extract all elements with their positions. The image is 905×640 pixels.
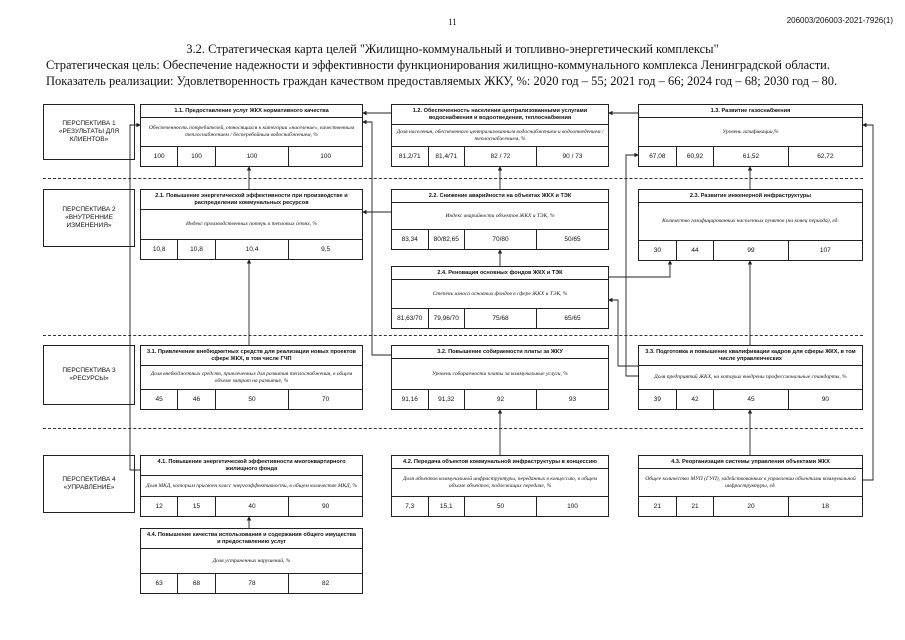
value-cell: 78 bbox=[215, 574, 289, 593]
value-cell: 10,8 bbox=[152, 246, 166, 253]
goal-4-4 bbox=[140, 528, 363, 594]
goal-title: 3.1. Привлечение внебюджетных средств для реализации новых проектов сфере ЖКХ, в том числе ГЧП bbox=[147, 349, 356, 362]
value-cell: 9,5 bbox=[288, 240, 362, 259]
goal-title: 2.3. Развитие инженерной инфраструктуры bbox=[689, 193, 812, 199]
goal-values bbox=[141, 146, 362, 166]
value-cell: 81,2/71 bbox=[398, 153, 421, 160]
value-cell: 20 bbox=[713, 497, 787, 516]
value-cell: 18 bbox=[788, 497, 862, 516]
goal-indicator: Обеспеченность потребителей, относящихся к категории «население», качественным теплоснабжением / бесперебойным водоснабжением, % bbox=[141, 117, 362, 146]
goal-4-2 bbox=[391, 455, 609, 517]
value-cell: 91,32 bbox=[428, 390, 465, 409]
goal-title: 3.3. Подготовка и повышение квалификации кадров для сферы ЖКХ, в том числе управленческих bbox=[645, 349, 856, 362]
goal-values bbox=[141, 496, 362, 516]
value-cell: 68 bbox=[177, 574, 214, 593]
value-cell: 70/80 bbox=[464, 230, 536, 249]
value-cell: 81,4/71 bbox=[428, 147, 465, 166]
goal-values bbox=[392, 308, 608, 328]
value-cell: 62,72 bbox=[788, 147, 862, 166]
value-cell: 90 bbox=[788, 390, 862, 409]
value-cell: 10,8 bbox=[177, 240, 214, 259]
value-cell: 81,63/70 bbox=[397, 315, 423, 322]
page-title: 3.2. Стратегическая карта целей "Жилищно-коммунальный и топливно-энергетический комплексы" bbox=[186, 42, 719, 56]
value-cell: 80/82,65 bbox=[428, 230, 465, 249]
goal-3-3 bbox=[638, 345, 863, 410]
value-cell: 12 bbox=[155, 503, 163, 510]
goal-values bbox=[639, 389, 862, 409]
document-id: 206003/206003-2021-7926(1) bbox=[786, 16, 893, 25]
perspective-4-label: ПЕРСПЕКТИВА 4 «УПРАВЛЕНИЕ» bbox=[43, 455, 135, 513]
goal-2-3 bbox=[638, 189, 863, 261]
value-cell: 79,96/70 bbox=[428, 309, 465, 328]
goal-title: 4.4. Повышение качества использования и содержания общего имущества и предоставлению услуг bbox=[147, 532, 356, 545]
value-cell: 82 / 72 bbox=[464, 147, 536, 166]
value-cell: 45 bbox=[713, 390, 787, 409]
goal-title: 2.1. Повышение энергетической эффективности при производстве и распределении коммунальных ресурсов bbox=[155, 193, 348, 206]
value-cell: 70 bbox=[288, 390, 362, 409]
value-cell: 21 bbox=[676, 497, 714, 516]
goal-2-4 bbox=[391, 266, 609, 329]
goal-3-2 bbox=[391, 345, 609, 410]
goal-values bbox=[639, 240, 862, 260]
goal-values bbox=[392, 496, 608, 516]
value-cell: 93 bbox=[536, 390, 608, 409]
value-cell: 90 / 73 bbox=[536, 147, 608, 166]
value-cell: 15 bbox=[177, 497, 214, 516]
goal-values bbox=[639, 496, 862, 516]
value-cell: 107 bbox=[788, 241, 862, 260]
goal-indicator: Индекс аварийности объектов ЖКХ и ТЭК, % bbox=[392, 202, 608, 229]
goal-values bbox=[392, 229, 608, 249]
value-cell: 75/68 bbox=[464, 309, 536, 328]
goal-title: 2.4. Реновация основных фондов ЖКХ и ТЭК bbox=[437, 270, 563, 276]
goal-indicator: Количество газифицированных населенных пунктов (на конец периода), ед. bbox=[639, 202, 862, 240]
goal-indicator: Общее количество МУП (ГУП), задействованных в управлении объектами коммунальной инфраструктуры, ед. bbox=[639, 468, 862, 496]
goal-title: 4.1. Повышение энергетической эффективности многоквартирного жилищного фонда bbox=[157, 459, 346, 472]
goal-indicator: Доля предприятий ЖКХ, на которых внедрены профессиональные стандарты, % bbox=[639, 365, 862, 389]
value-cell: 50/65 bbox=[536, 230, 608, 249]
goal-title: 1.2. Обеспеченность населения централизованными услугами водоснабжения и водоотведения, теплоснабжения bbox=[412, 108, 588, 121]
value-cell: 15,1 bbox=[428, 497, 465, 516]
goal-indicator: Индекс производственных потерь в тепловых сетях, % bbox=[141, 209, 362, 239]
goal-4-3 bbox=[638, 455, 863, 517]
goal-indicator: Доля внебюджетных средств, привлеченных для развития теплоснабжения, в общем объеме затрат на развитие, % bbox=[141, 365, 362, 389]
perspective-2-label: ПЕРСПЕКТИВА 2 «ВНУТРЕННИЕ ИЗМЕНЕНИЯ» bbox=[43, 189, 135, 247]
goal-indicator: Доля населения, обеспеченного централизованным водоснабжением и водоотведением / теплоснабжением, % bbox=[392, 124, 608, 146]
goal-title: 3.2. Повышение собираемости платы за ЖКУ bbox=[437, 349, 563, 355]
goal-title: 1.3. Развитие газоснабжения bbox=[710, 108, 791, 114]
value-cell: 99 bbox=[713, 241, 787, 260]
goal-values bbox=[639, 146, 862, 166]
value-cell: 44 bbox=[676, 241, 714, 260]
value-cell: 91,16 bbox=[401, 396, 418, 403]
value-cell: 67,08 bbox=[649, 153, 666, 160]
goal-1-2 bbox=[391, 104, 609, 167]
value-cell: 21 bbox=[653, 503, 661, 510]
value-cell: 92 bbox=[464, 390, 536, 409]
value-cell: 65/65 bbox=[536, 309, 608, 328]
value-cell: 61,52 bbox=[713, 147, 787, 166]
value-cell: 45 bbox=[155, 396, 163, 403]
goal-title: 2.2. Снижение аварийности на объектах ЖКХ и ТЭК bbox=[428, 193, 572, 199]
value-cell: 82 bbox=[288, 574, 362, 593]
value-cell: 100 bbox=[153, 153, 165, 160]
goal-indicator: Доля МКД, которым присвоен класс энергоэффективности, в общем количестве МКД, % bbox=[141, 475, 362, 496]
goal-values bbox=[141, 573, 362, 593]
value-cell: 63 bbox=[155, 580, 163, 587]
goal-1-3 bbox=[638, 104, 863, 167]
value-cell: 60,92 bbox=[676, 147, 714, 166]
value-cell: 100 bbox=[177, 147, 214, 166]
goal-title: 4.2. Передача объектов коммунальной инфраструктуры в концессию bbox=[403, 459, 597, 465]
value-cell: 90 bbox=[288, 497, 362, 516]
goal-title: 1.1. Предоставление услуг ЖКХ нормативного качества bbox=[174, 108, 329, 114]
value-cell: 100 bbox=[536, 497, 608, 516]
goal-indicator: Уровень газификации,% bbox=[639, 117, 862, 146]
value-cell: 42 bbox=[676, 390, 714, 409]
value-cell: 7,3 bbox=[405, 503, 415, 510]
goal-values bbox=[141, 239, 362, 259]
goal-2-2 bbox=[391, 189, 609, 250]
value-cell: 100 bbox=[288, 147, 362, 166]
goal-values bbox=[141, 389, 362, 409]
implementation-indicator: Показатель реализации: Удовлетворенность граждан качеством предоставляемых ЖКУ, %: 2020 год – 55; 2021 год – 66; 2024 год – 68; 2030 год – 80. bbox=[46, 74, 838, 88]
goal-4-1 bbox=[140, 455, 363, 517]
value-cell: 100 bbox=[215, 147, 289, 166]
perspective-3-label: ПЕРСПЕКТИВА 3 «РЕСУРСЫ» bbox=[43, 345, 135, 405]
value-cell: 50 bbox=[464, 497, 536, 516]
goal-indicator: Доля устраненных нарушений, % bbox=[141, 548, 362, 573]
value-cell: 10,4 bbox=[215, 240, 289, 259]
goal-title: 4.3. Реорганизация системы управления объектами ЖКХ bbox=[671, 459, 830, 465]
value-cell: 50 bbox=[215, 390, 289, 409]
perspective-1-label: ПЕРСПЕКТИВА 1 «РЕЗУЛЬТАТЫ ДЛЯ КЛИЕНТОВ» bbox=[43, 104, 135, 160]
goal-1-1 bbox=[140, 104, 363, 167]
strategic-goal: Стратегическая цель: Обеспечение надежности и эффективности функционирования жилищно-коммунального комплекса Ленинградской области. bbox=[46, 58, 830, 72]
page-number: 11 bbox=[448, 17, 457, 27]
goal-values bbox=[392, 389, 608, 409]
value-cell: 83,34 bbox=[401, 236, 418, 243]
goal-indicator: Степень износа основных фондов в сфере ЖКХ и ТЭК, % bbox=[392, 279, 608, 308]
goal-indicator: Уровень собираемости платы за коммунальные услуги, % bbox=[392, 358, 608, 389]
goal-3-1 bbox=[140, 345, 363, 410]
goal-indicator: Доля объектов коммунальной инфраструктуры, переданных в концессию, в общем объеме объектов, подлежащих передаче, % bbox=[392, 468, 608, 496]
value-cell: 46 bbox=[177, 390, 214, 409]
value-cell: 40 bbox=[215, 497, 289, 516]
value-cell: 39 bbox=[653, 396, 661, 403]
goal-values bbox=[392, 146, 608, 166]
value-cell: 30 bbox=[653, 247, 661, 254]
goal-2-1 bbox=[140, 189, 363, 260]
